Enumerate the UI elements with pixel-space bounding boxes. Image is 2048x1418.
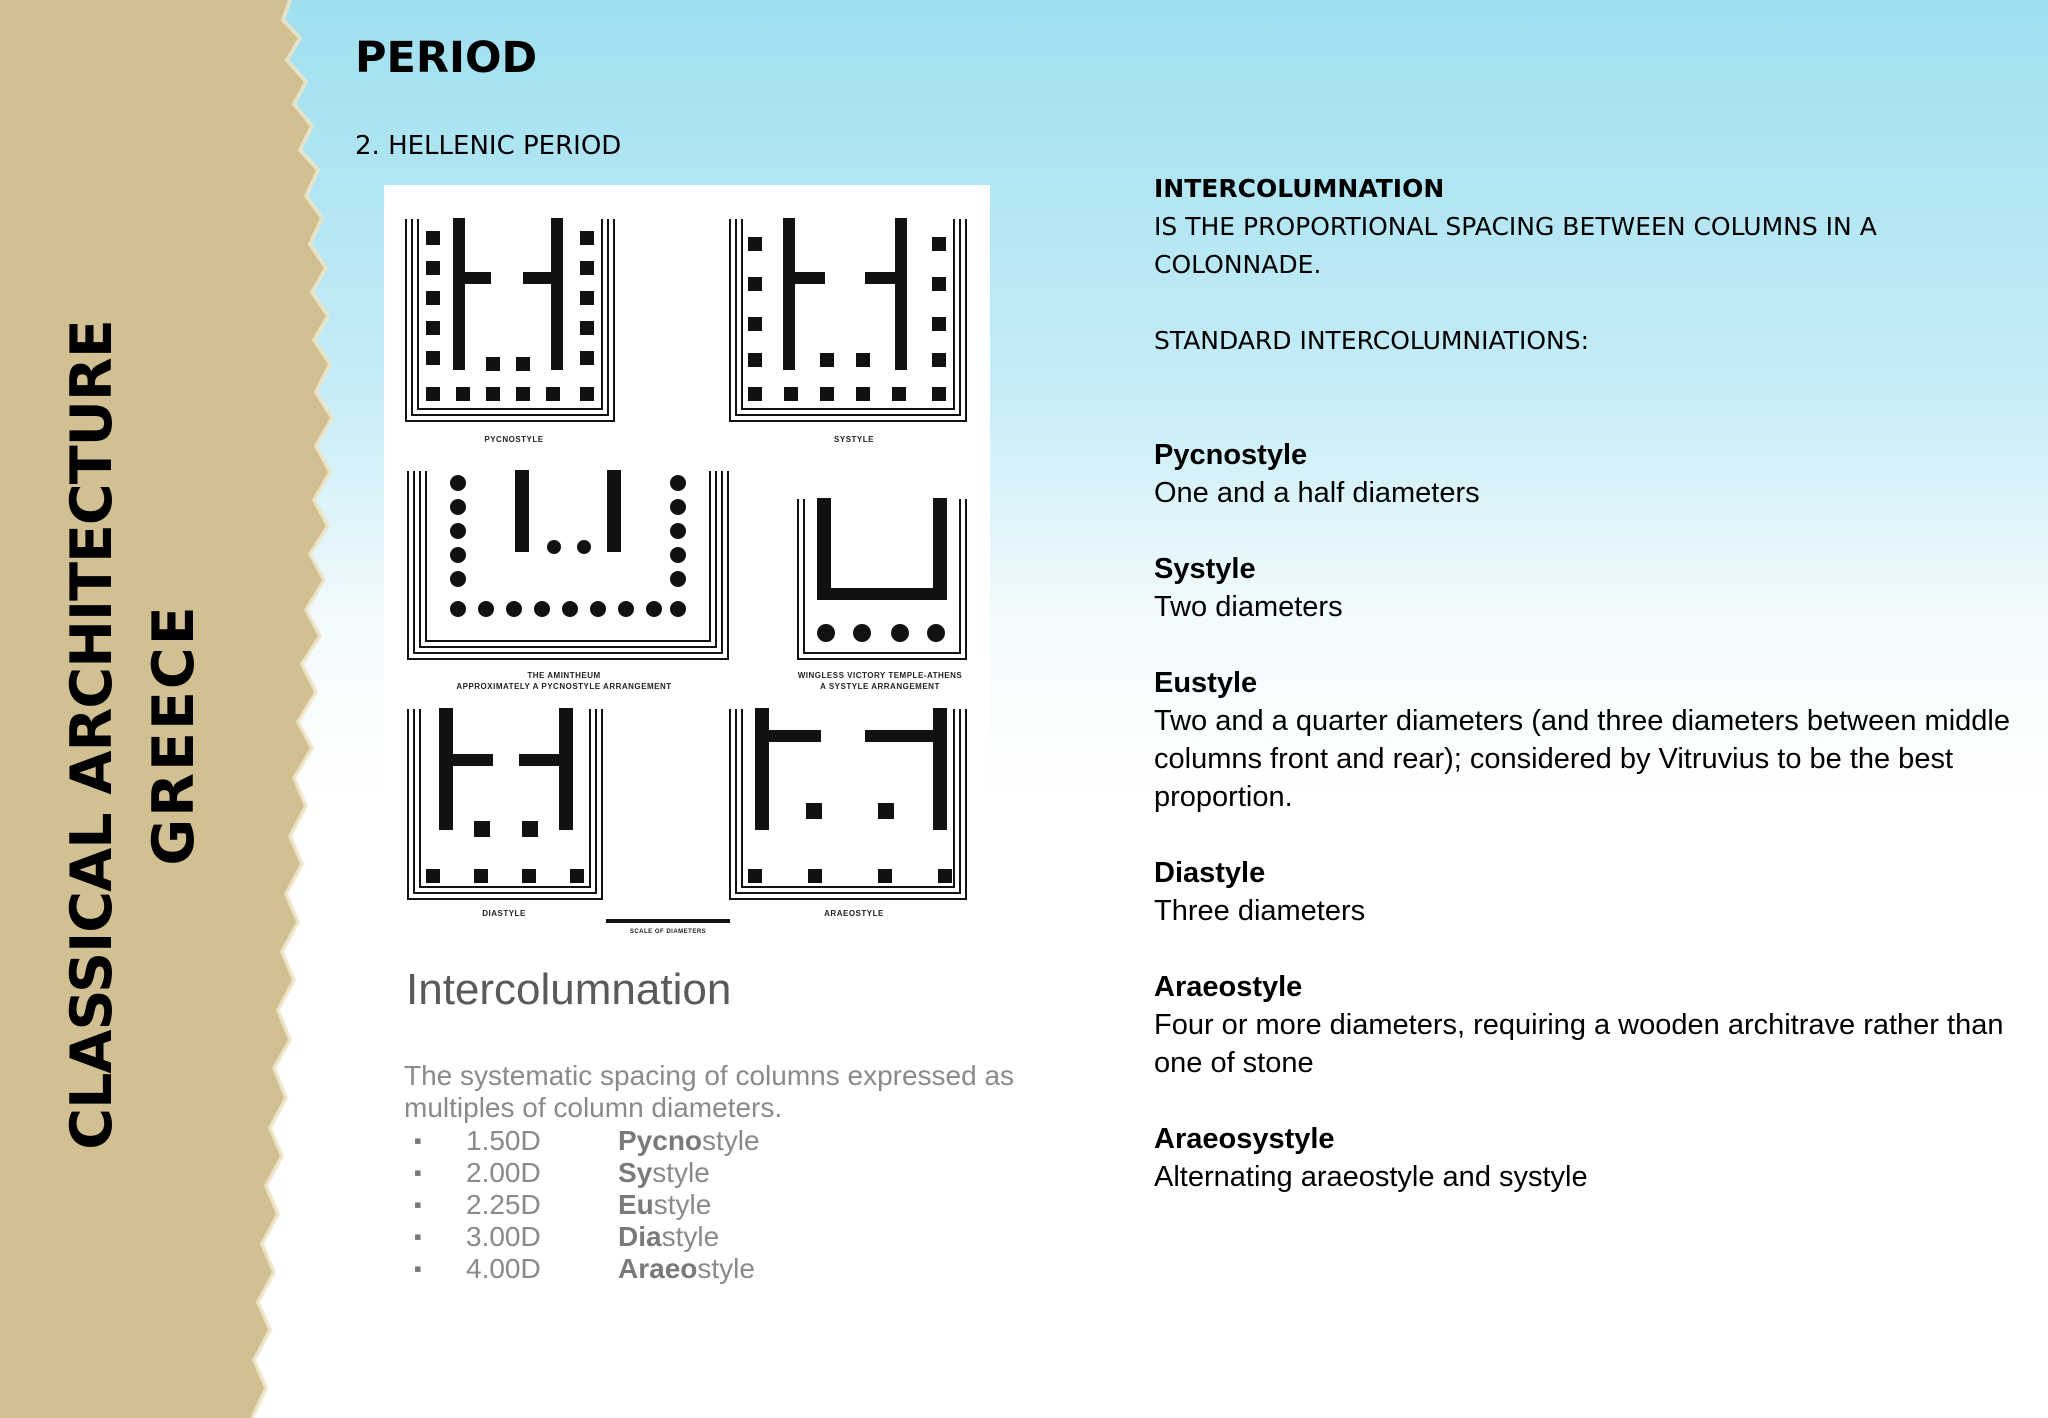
bullet-icon: ▪ bbox=[414, 1192, 422, 1217]
term-pycnostyle: Pycnostyle One and a half diameters bbox=[1154, 439, 1480, 509]
intercolumnation-text bbox=[1154, 170, 2014, 1196]
vertical-subtitle: GREECE bbox=[141, 604, 207, 866]
intercolumnation-figure: PYCNOSTYLE SYSTYLE THE AMINTHEUM APPROXIMATELY A PYCNOSTYLE ARRANGEMENT WINGLESS VICTORY TEMPLE-ATHENS A SYSTYLE ARRANGEMENT DIASTYLE SCALE OF DIAMETERS ARAEOSTYLE Intercolumnation The systematic spacing of columns expressed as multiples of column diameters. ▪ 1.50D Pycnostyle ▪ 2.00D Systyle ▪ 2.25D Eustyle ▪ 3.00D Diastyle ▪ 4.00D Araeostyle bbox=[384, 185, 990, 1295]
bullet-icon: ▪ bbox=[414, 1160, 422, 1185]
standard-heading: STANDARD INTERCOLUMNIATIONS: bbox=[1154, 326, 1589, 355]
plan-amintheum bbox=[408, 471, 728, 659]
plan-caption: THE AMINTHEUM bbox=[527, 671, 601, 680]
term-diastyle: Diastyle Three diameters bbox=[1154, 857, 1366, 927]
plan-caption: DIASTYLE bbox=[482, 909, 526, 918]
plan-wingless-victory bbox=[798, 499, 966, 659]
bullet-icon: ▪ bbox=[414, 1256, 422, 1281]
bullet-icon: ▪ bbox=[414, 1224, 422, 1249]
term-systyle: Systyle Two diameters bbox=[1154, 553, 1343, 623]
plan-caption: WINGLESS VICTORY TEMPLE-ATHENS bbox=[797, 671, 963, 680]
vertical-title: CLASSICAL ARCHITECTURE bbox=[59, 320, 125, 1150]
plan-caption: SYSTYLE bbox=[834, 435, 874, 444]
plan-caption: A SYSTYLE ARRANGEMENT bbox=[820, 682, 940, 691]
term-araeosystyle: Araeosystyle Alternating araeostyle and systyle bbox=[1154, 1123, 1588, 1193]
plan-caption: PYCNOSTYLE bbox=[484, 435, 544, 444]
plan-caption: APPROXIMATELY A PYCNOSTYLE ARRANGEMENT bbox=[456, 682, 672, 691]
page-subheading: 2. HELLENIC PERIOD bbox=[355, 131, 622, 161]
plan-diastyle bbox=[408, 709, 602, 899]
plan-araeostyle bbox=[730, 709, 966, 899]
term-araeostyle: Araeostyle Four or more diameters, requiring a wooden architrave rather than one of stone bbox=[1154, 971, 2004, 1079]
vertical-title-block bbox=[0, 0, 250, 1418]
term-eustyle: Eustyle Two and a quarter diameters (and three diameters between middle columns front and rear); considered by Vitruvius to be the best proportion. bbox=[1154, 667, 2010, 813]
plan-caption: ARAEOSTYLE bbox=[824, 909, 884, 918]
figure-title: Intercolumnation bbox=[406, 965, 732, 1014]
plan-caption: SCALE OF DIAMETERS bbox=[629, 929, 707, 935]
section-heading: INTERCOLUMNATION bbox=[1154, 174, 1445, 203]
plan-systyle bbox=[730, 219, 966, 421]
definition-text: IS THE PROPORTIONAL SPACING BETWEEN COLUMNS IN A COLONNADE. bbox=[1154, 212, 1877, 279]
page-heading: PERIOD bbox=[355, 33, 538, 83]
temple-plans-illustration bbox=[384, 185, 990, 945]
plan-pycnostyle bbox=[406, 219, 614, 421]
bullet-icon: ▪ bbox=[414, 1128, 422, 1153]
figure-description: The systematic spacing of columns expressed as multiples of column diameters. bbox=[404, 1060, 1015, 1123]
